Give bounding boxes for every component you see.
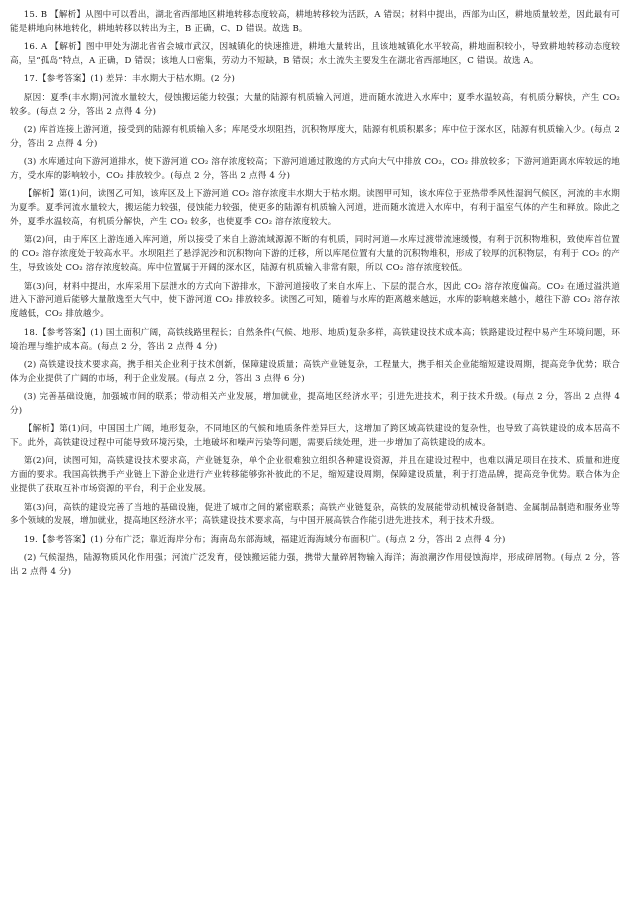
analysis-q17-part3: 第(3)问，材料中提出，水库采用下层泄水的方式向下游排水，下游河道接收了来自水库上、下层的混合水，因此 CO₂ 溶存浓度偏高。CO₂ 在通过溢洪道进入下游河道后能够大量散逸至大气中，使下游河道 CO₂ 排放较多。读图乙可知，随着与水库的距离越来越远，水库的影响越来越小，越往下游 CO₂ 溶存浓度越低，CO₂ 排放越少。 bbox=[10, 281, 620, 320]
answer-q16: 16. A 【解析】图中甲处为湖北省省会城市武汉，因城镇化的快速推进，耕地大量转出，且该地城镇化水平较高，耕地面积较小，导致耕地转移动态度较高，呈“孤岛”特点，A 正确，D 错误；该地人口密集，劳动力不短缺，B 错误；水土流失主要发生在湖北省西部地区，C 错误。故选 A。 bbox=[10, 42, 620, 67]
answer-q17-part1-reason: 原因：夏季(丰水期)河流水量较大，侵蚀搬运能力较强；大量的陆源有机质输入河道，进而随水流进入水库中；夏季水温较高，有机质分解快，产生 CO₂ 较多。(每点 2 分，答出 2 点得 4 分) bbox=[10, 92, 620, 117]
answer-q19-part2: (2) 气候湿热，陆源物质风化作用强；河流广泛发育，侵蚀搬运能力强，携带大量碎屑物输入海洋；海浪潮汐作用侵蚀海岸，形成碎屑物。(每点 2 分，答出 2 点得 4 分) bbox=[10, 553, 620, 577]
analysis-q17-part1: 【解析】第(1)问，读图乙可知，该库区及上下游河道 CO₂ 溶存浓度丰水期大于枯水期。读图甲可知，该水库位于亚热带季风性湿润气候区，河流的丰水期为夏季。夏季河流水量较大，搬运能力较强，侵蚀能力较强，使更多的陆源有机质输入河道，进而随水流进入水库中，有利于温室气体的产生和释放。除此之外，夏季水温较高，有机质分解快，产生 CO₂ 较多，也使夏季 CO₂ 溶存浓度较大。 bbox=[10, 189, 620, 228]
analysis-q18-part2: 第(2)问，读图可知，高铁建设技术要求高，产业链复杂，单个企业很难独立组织各种建设资源，并且在建设过程中，也难以满足项目在技术、质量和进度方面的要求。我国高铁携手产业链上下游企业进行产业转移能够弥补彼此的不足，缩短建设周期，保障建设质量，利于打造品牌，提高竞争优势。联合体为企业提供了获取互补市场资源的平台，利于企业发展。 bbox=[10, 456, 620, 495]
answer-q18-part2: (2) 高铁建设技术要求高，携手相关企业利于技术创新，保障建设质量；高铁产业链复杂，工程量大，携手相关企业能缩短建设周期，提高竞争优势；联合体为企业提供了广阔的市场，利于企业发展。(每点 2 分，答出 3 点得 6 分) bbox=[10, 359, 620, 384]
answer-q15: 15. B 【解析】从图中可以看出，湖北省西部地区耕地转移态度较高，耕地转移较为活跃，A 错误；材料中提出，西部为山区，耕地质量较差，因此最有可能是耕地向林地转化，耕地转移以转出为主，B 正确，C、D 错误。故选 B。 bbox=[10, 10, 620, 34]
answer-q17-part2: (2) 库首连接上游河道，接受到的陆源有机质输入多；库尾受水坝阻挡，沉积物厚度大，陆源有机质积累多；库中位于深水区，陆源有机质输入少。(每点 2 分，答出 2 点得 4 分) bbox=[10, 124, 620, 149]
answer-q18-part1: 18.【参考答案】(1) 国土面积广阔，高铁线路里程长；自然条件(气候、地形、地质)复杂多样，高铁建设技术成本高；铁路建设过程中易产生环境问题，环境治理与维护成本高。(每点 2 分，答出 2 点得 4 分) bbox=[10, 327, 620, 352]
answer-q19-part1: 19.【参考答案】(1) 分布广泛；靠近海岸分布；海南岛东部海域，福建近海海域分布面积广。(每点 2 分，答出 2 点得 4 分) bbox=[23, 534, 506, 545]
answer-q18-part3: (3) 完善基础设施，加强城市间的联系；带动相关产业发展，增加就业，提高地区经济水平；引进先进技术，利于技术升级。(每点 2 分，答出 2 点得 4 分) bbox=[10, 392, 620, 416]
answer-q17-part3: (3) 水库通过向下游河道排水，使下游河道 CO₂ 溶存浓度较高；下游河道通过散逸的方式向大气中排放 CO₂，CO₂ 排放较多；下游河道距离水库较远的地方，受水库的影响较小，CO₂ 排放较少。(每点 2 分，答出 2 点得 4 分) bbox=[10, 157, 620, 182]
answer-q17-part1: 17.【参考答案】(1) 差异：丰水期大于枯水期。(2 分) bbox=[23, 74, 236, 85]
analysis-q18-part1: 【解析】第(1)问，中国国土广阔，地形复杂，不同地区的气候和地质条件差异巨大，这增加了跨区域高铁建设的复杂性，也导致了高铁建设的成本居高不下。此外，高铁建设过程中可能导致环境污染，土地破坏和噪声污染等问题，需要后续处理，进一步增加了高铁建设的成本。 bbox=[10, 424, 620, 449]
analysis-q18-part3: 第(3)问，高铁的建设完善了当地的基础设施，促进了城市之间的紧密联系；高铁产业链复杂，高铁的发展能带动机械设备制造、金属制品制造和服务业等多个领域的发展，增加就业，提高地区经济水平；高铁建设技术要求高，与中国开展高铁合作能引进先进技术，利于技术升级。 bbox=[10, 502, 620, 527]
analysis-q17-part2: 第(2)问，由于库区上游连通入库河道，所以接受了来自上游流域源源不断的有机质，同时河道—水库过渡带流速缓慢，有利于沉积物堆积，致使库首位置的 CO₂ 溶存浓度处于较高水平。水坝阻拦了悬浮泥沙和沉积物向下游的迁移，所以库尾位置有大量的沉积物堆积，形成了较厚的沉积物层，有利于 CO₂ 的产生，导致该处 CO₂ 溶存浓度较高。库中位置属于开阔的深水区，陆源有机质输入非常有限，所以 CO₂ 溶存浓度较低。 bbox=[10, 235, 620, 274]
